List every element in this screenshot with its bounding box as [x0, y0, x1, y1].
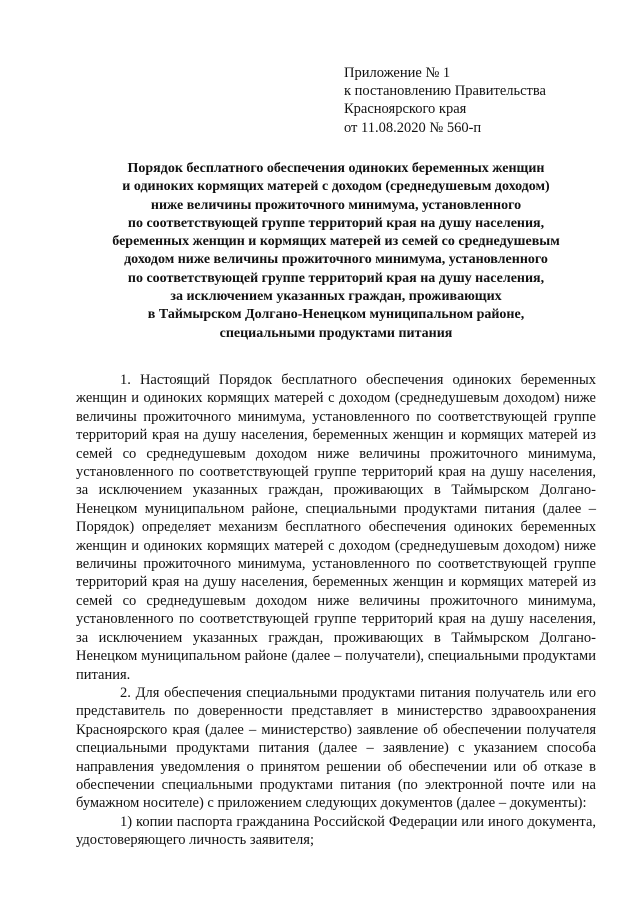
- title-line: по соответствующей группе территорий края на душу населения,: [127, 270, 545, 286]
- title-line: специальными продуктами питания: [219, 325, 453, 341]
- title-line: по соответствующей группе территорий края на душу населения,: [127, 215, 545, 231]
- appendix-number: Приложение № 1: [344, 65, 451, 81]
- paragraph-2: 2. Для обеспечения специальными продуктами питания получатель или его представитель по доверенности представляет в министерство здравоохранения Красноярского края (далее – министерство) заявление об обеспечении получателя специальными продуктами питания (далее – заявление) с указанием способа направления уведомления о принятом решении об обеспечении или об отказе в обеспечении специальными продуктами питания (по электронной почте или на бумажном носителе) с приложением следующих документов (далее – документы):: [76, 684, 596, 812]
- appendix-region: Красноярского края: [344, 101, 467, 118]
- title-line: беременных женщин и кормящих матерей из семей со среднедушевым: [112, 234, 560, 250]
- appendix-date-number: от 11.08.2020 № 560-п: [344, 119, 482, 136]
- title-line: ниже величины прожиточного минимума, установленного: [150, 197, 522, 213]
- appendix-decree-ref: к постановлению Правительства: [344, 83, 546, 100]
- title-line: Порядок бесплатного обеспечения одиноких беременных женщин: [127, 161, 545, 176]
- paragraph-2-item-1: 1) копии паспорта гражданина Российской Федерации или иного документа, удостоверяющего личность заявителя;: [76, 813, 596, 849]
- document-title: [60, 160, 612, 343]
- title-line: доходом ниже величины прожиточного минимума, установленного: [124, 252, 548, 268]
- appendix-header: [344, 64, 624, 137]
- title-line: и одиноких кормящих матерей с доходом (среднедушевым доходом): [122, 179, 550, 195]
- paragraph-1: 1. Настоящий Порядок бесплатного обеспечения одиноких беременных женщин и одиноких кормящих матерей с доходом (среднедушевым доходом) ниже величины прожиточного минимума, установленного по соответствующей группе территорий края на душу населения, беременных женщин и кормящих матерей из семей со среднедушевым доходом ниже величины прожиточного минимума, установленного по соответствующей группе территорий края на душу населения, за исключением указанных граждан, проживающих в Таймырском Долгано-Ненецком муниципальном районе, специальными продуктами питания (далее – Порядок) определяет механизм бесплатного обеспечения одиноких беременных женщин и одиноких кормящих матерей с доходом (среднедушевым доходом) ниже величины прожиточного минимума, установленного по соответствующей группе территорий края на душу населения, беременных женщин и кормящих матерей из семей со среднедушевым доходом ниже величины прожиточного минимума, установленного по соответствующей группе территорий края на душу населения, за исключением указанных граждан, проживающих в Таймырском Долгано-Ненецком муниципальном районе (далее – получатели), специальными продуктами питания.: [76, 372, 596, 683]
- document-body: [76, 371, 596, 850]
- title-line: за исключением указанных граждан, проживающих: [170, 289, 502, 305]
- title-line: в Таймырском Долгано-Ненецком муниципальном районе,: [147, 307, 525, 323]
